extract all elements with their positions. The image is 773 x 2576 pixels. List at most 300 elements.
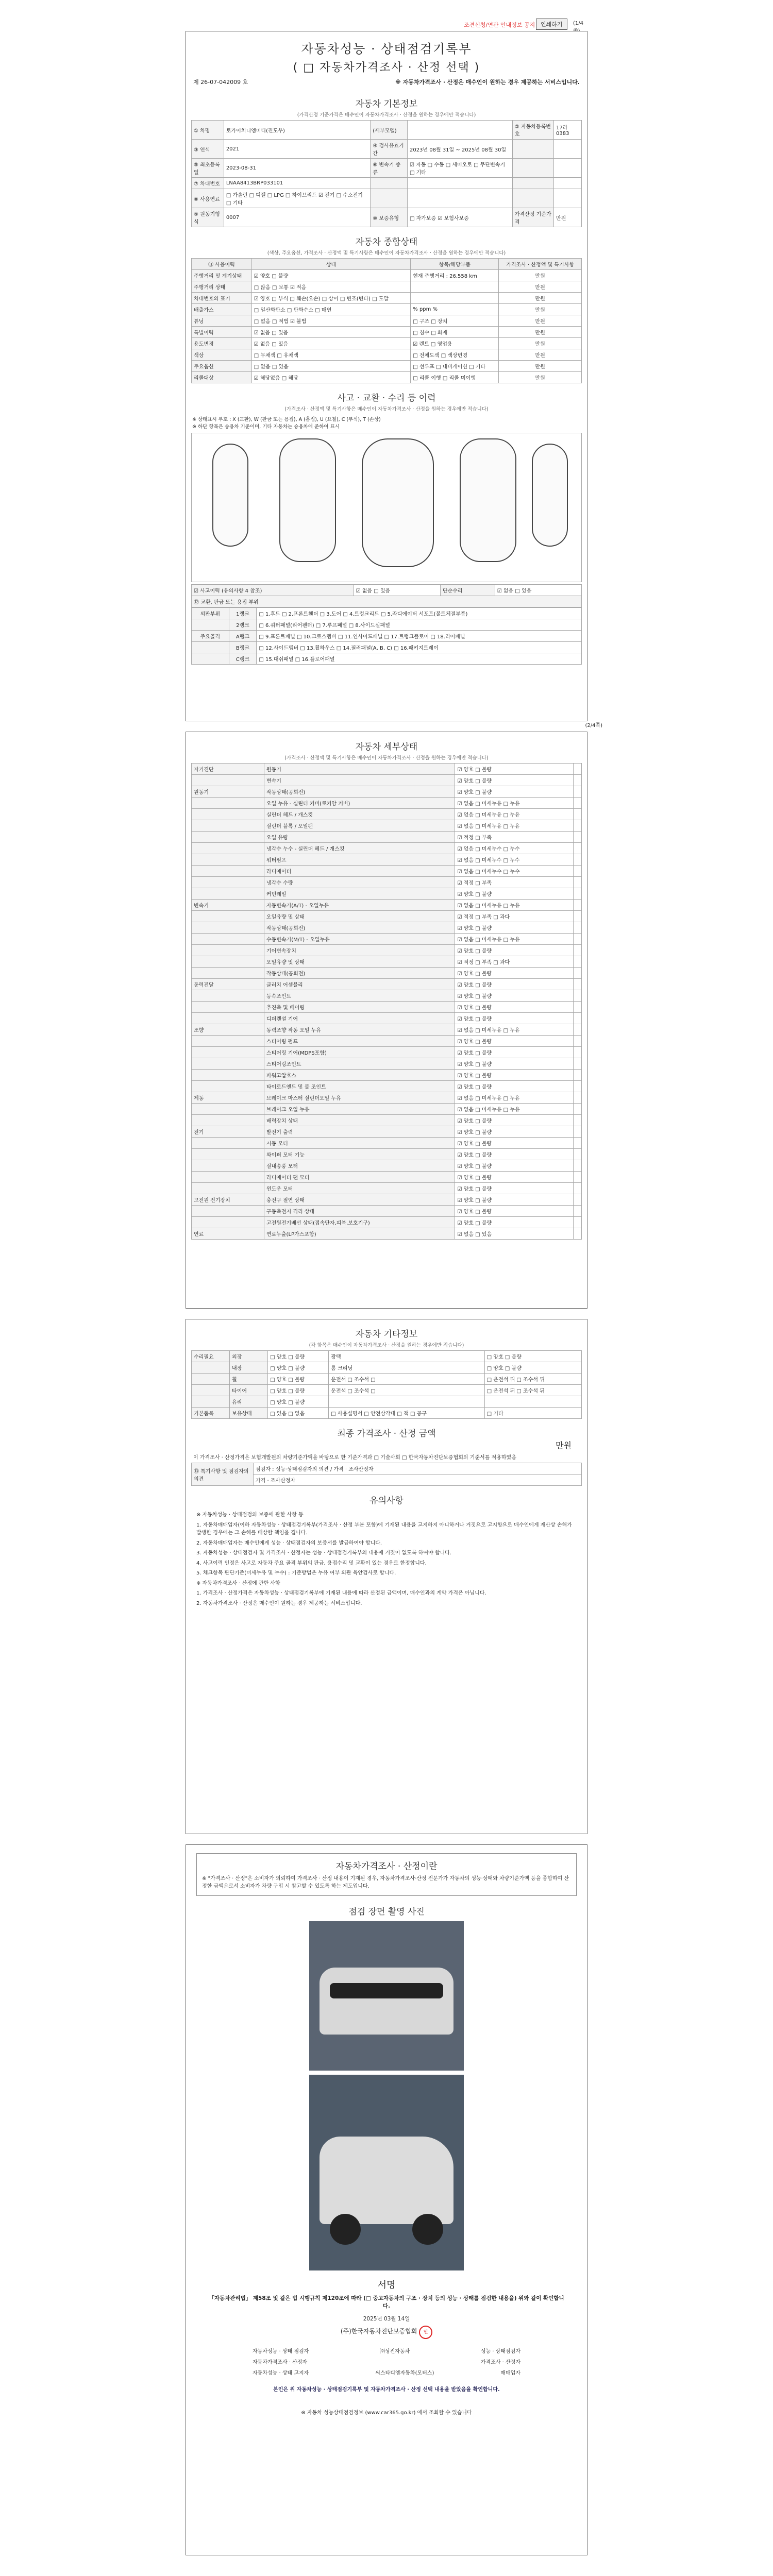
basic-cell: ⑧ 사용연료 <box>192 189 224 208</box>
detail-price-cell <box>574 1206 582 1217</box>
detail-cell: ☑ 양호 □ 불량 <box>455 1013 574 1024</box>
caution-item: 3. 자동차성능 · 상태점검자 및 가격조사 · 산정자는 성능 · 상태점검기록부의 내용에 거짓이 없도록 하여야 합니다. <box>196 1550 451 1556</box>
status-row <box>192 338 582 349</box>
basic-title: 자동차 기본정보 <box>355 99 418 109</box>
detail-cell: 원동기 <box>192 786 264 798</box>
basic-cell: 2023-08-31 <box>224 159 370 178</box>
sign-law: 「자동차관리법」 제58조 및 같은 법 시행규칙 제120조에 따라 (□ 중고자동차의 구조 · 장치 등의 성능 · 상태를 점검한 내용을) 위와 같이 확인합니다. <box>209 2295 564 2309</box>
other-cell: 보유상태 <box>230 1408 268 1419</box>
detail-row <box>192 1172 582 1183</box>
status-cell: 주요옵션 <box>192 361 252 372</box>
detail-cell: 브레이크 마스터 실린더오일 누유 <box>264 1092 455 1104</box>
status-cell: 만원 <box>499 315 582 327</box>
other-cell: 운전석 □ 조수석 □ <box>329 1374 484 1385</box>
status-cell <box>411 293 499 304</box>
detail-row <box>192 922 582 934</box>
status-header-row <box>192 259 582 270</box>
detail-cell: 작동상태(공회전) <box>264 786 455 798</box>
detail-row <box>192 956 582 968</box>
status-cell: □ 일산화탄소 □ 탄화수소 □ 매연 <box>251 304 411 315</box>
doc-no: 26-07-042009 <box>200 79 241 86</box>
detail-cell: ☑ 양호 □ 불량 <box>455 775 574 786</box>
final-amount: 만원 <box>556 1440 572 1450</box>
sign-footer-1: 본인은 위 자동차성능 · 상태점검기록부 및 자동차가격조사 · 산정 선택 내용을 받았음을 확인합니다. <box>273 2387 500 2393</box>
accident-legend-cell: 단순수리 <box>440 585 495 596</box>
basic-cell: ⑩ 보증유형 <box>371 208 408 227</box>
detail-cell: 충전구 절연 상태 <box>264 1194 455 1206</box>
basic-cell: 가격산정 기준가격 <box>512 208 553 227</box>
caution-item: 4. 사고이력 인정은 사고로 자동차 주요 골격 부위의 판금, 용접수리 및 교환이 있는 경우로 한정합니다. <box>196 1560 427 1566</box>
other-cell: 광택 <box>329 1351 484 1362</box>
other-table <box>191 1350 582 1419</box>
detail-cell <box>192 866 264 877</box>
other-cell: □ 양호 □ 불량 <box>484 1362 581 1374</box>
sign-role-label: 자동차성능 · 상태 고지자 <box>253 2370 309 2376</box>
detail-price-cell <box>574 866 582 877</box>
detail-cell: 작동상태(공회전) <box>264 968 455 979</box>
other-title: 자동차 기타정보 <box>355 1329 418 1340</box>
detail-row <box>192 1228 582 1240</box>
basic-cell <box>512 159 553 178</box>
basic-cell: ⑥ 변속기 종류 <box>371 159 408 178</box>
basic-cell: 0007 <box>224 208 370 227</box>
rank-cell <box>192 642 229 653</box>
opinion-label: ⑬ 특기사항 및 점검자의 의견 <box>192 1463 254 1486</box>
detail-cell: 구동축전지 격리 상태 <box>264 1206 455 1217</box>
detail-price-cell <box>574 775 582 786</box>
other-cell: 기본품목 <box>192 1408 230 1419</box>
status-cell: 차대번호의 표기 <box>192 293 252 304</box>
detail-cell: 작동상태(공회전) <box>264 922 455 934</box>
inspection-photo-side <box>309 2075 464 2270</box>
status-cell: ☑ 없음 □ 있음 <box>251 338 411 349</box>
detail-row <box>192 866 582 877</box>
rank-row <box>192 631 582 642</box>
status-row <box>192 315 582 327</box>
status-row <box>192 304 582 315</box>
detail-cell <box>192 1206 264 1217</box>
detail-price-cell <box>574 832 582 843</box>
status-title: 자동차 종합상태 <box>355 237 418 247</box>
detail-row <box>192 1047 582 1058</box>
detail-price-cell <box>574 1047 582 1058</box>
detail-cell: 와이퍼 모터 기능 <box>264 1149 455 1160</box>
red-seal-stamp: 인 <box>419 2326 432 2339</box>
detail-row <box>192 775 582 786</box>
accident-note-2: ※ 하단 항목은 승용차 기준이며, 기타 자동차는 승용차에 준하여 표시 <box>192 424 340 430</box>
car-bottom-view <box>460 438 516 562</box>
detail-cell: 전기 <box>192 1126 264 1138</box>
detail-cell: 수동변속기(M/T) - 오일누유 <box>264 934 455 945</box>
page-2-number: (2/4쪽) <box>585 723 602 728</box>
status-cell: ☑ 렌트 □ 영업용 <box>411 338 499 349</box>
status-cell: 만원 <box>499 372 582 383</box>
status-row <box>192 349 582 361</box>
basic-cell: ⑤ 최초등록일 <box>192 159 224 178</box>
caution-item: ※ 자동차성능 · 상태점검의 보증에 관한 사항 등 <box>196 1512 304 1518</box>
status-cell: 색상 <box>192 349 252 361</box>
caution-item: 2. 자동차매매업자는 매수인에게 성능 · 상태점검자의 보증서를 발급하여야 합니다. <box>196 1540 382 1546</box>
basic-sub: (가격산정 기준가격은 매수인이 자동차가격조사 · 산정을 원하는 경우에만 적습니다) <box>297 112 476 118</box>
status-cell: 만원 <box>499 338 582 349</box>
other-cell <box>192 1362 230 1374</box>
car-left-side <box>212 444 248 547</box>
detail-row <box>192 900 582 911</box>
other-cell: 유리 <box>230 1396 268 1408</box>
status-cell: 만원 <box>499 361 582 372</box>
doc-title: 자동차성능 · 상태점검기록부 <box>301 42 472 56</box>
detail-cell: ☑ 양호 □ 불량 <box>455 1126 574 1138</box>
detail-cell: 원동기 <box>264 764 455 775</box>
detail-cell: 변속기 <box>192 900 264 911</box>
detail-row <box>192 1104 582 1115</box>
detail-row <box>192 968 582 979</box>
detail-cell <box>192 911 264 922</box>
detail-row <box>192 798 582 809</box>
detail-price-cell <box>574 1228 582 1240</box>
status-cell: □ 선루프 □ 내비게이션 □ 기타 <box>411 361 499 372</box>
status-header-cell: 상태 <box>251 259 411 270</box>
page-3 <box>186 1319 587 1834</box>
status-cell: 만원 <box>499 349 582 361</box>
detail-row <box>192 990 582 1002</box>
detail-row <box>192 854 582 866</box>
caution-list <box>186 1506 587 1615</box>
detail-cell <box>192 1172 264 1183</box>
other-row <box>192 1374 582 1385</box>
detail-cell: 디퍼렌셜 기어 <box>264 1013 455 1024</box>
detail-row <box>192 820 582 832</box>
other-cell <box>484 1396 581 1408</box>
detail-cell <box>192 1217 264 1228</box>
detail-price-cell <box>574 900 582 911</box>
accident-legend-cell: ☑ 없음 □ 있음 <box>495 585 581 596</box>
status-cell: 만원 <box>499 270 582 281</box>
detail-price-cell <box>574 979 582 990</box>
detail-price-cell <box>574 934 582 945</box>
basic-cell: 2023년 08월 31일 ~ 2025년 08월 30일 <box>407 140 512 159</box>
detail-price-cell <box>574 1036 582 1047</box>
detail-cell: ☑ 양호 □ 불량 <box>455 1194 574 1206</box>
detail-cell <box>192 1047 264 1058</box>
basic-row <box>192 208 582 227</box>
detail-sub: (가격조사 · 산정액 및 특기사항은 매수인이 자동차가격조사 · 산정을 원하는 경우에만 적습니다) <box>284 755 489 761</box>
detail-price-cell <box>574 1024 582 1036</box>
other-cell: 타이어 <box>230 1385 268 1396</box>
detail-title: 자동차 세부상태 <box>355 742 418 752</box>
other-cell: □ 양호 □ 불량 <box>268 1351 329 1362</box>
detail-price-cell <box>574 888 582 900</box>
detail-cell: ☑ 없음 □ 미세누유 □ 누유 <box>455 809 574 820</box>
basic-table <box>191 120 582 227</box>
detail-cell: ☑ 없음 □ 미세누유 □ 누유 <box>455 900 574 911</box>
sign-role-label: 자동차가격조사 · 산정자 <box>253 2360 308 2365</box>
detail-cell: ☑ 적정 □ 부족 □ 과다 <box>455 956 574 968</box>
rank-cell: □ 15.대쉬패널 □ 16.플로어패널 <box>257 653 582 665</box>
car-right-side <box>532 444 568 547</box>
detail-row <box>192 1070 582 1081</box>
other-row <box>192 1362 582 1374</box>
detail-cell: ☑ 양호 □ 불량 <box>455 968 574 979</box>
other-cell: □ 기타 <box>484 1408 581 1419</box>
detail-cell: ☑ 양호 □ 불량 <box>455 1138 574 1149</box>
status-cell: ☑ 양호 □ 불량 <box>251 270 411 281</box>
detail-row <box>192 888 582 900</box>
other-cell: 운전석 □ 조수석 □ <box>329 1385 484 1396</box>
detail-cell: ☑ 양호 □ 불량 <box>455 1206 574 1217</box>
detail-cell: 자기진단 <box>192 764 264 775</box>
detail-cell: 연료 <box>192 1228 264 1240</box>
basic-row <box>192 189 582 208</box>
detail-price-cell <box>574 843 582 854</box>
detail-cell <box>192 990 264 1002</box>
detail-cell <box>192 854 264 866</box>
basic-row <box>192 178 582 189</box>
other-row <box>192 1396 582 1408</box>
detail-cell: 조향 <box>192 1024 264 1036</box>
detail-row <box>192 1002 582 1013</box>
other-cell: □ 양호 □ 불량 <box>268 1374 329 1385</box>
rank-cell: C랭크 <box>229 653 257 665</box>
accident-sub: (가격조사 · 산정액 및 특기사항은 매수인이 자동차가격조사 · 산정을 원하는 경우에만 적습니다) <box>284 406 489 412</box>
detail-price-cell <box>574 764 582 775</box>
detail-price-cell <box>574 1058 582 1070</box>
detail-cell <box>192 1183 264 1194</box>
detail-cell: ☑ 양호 □ 불량 <box>455 1149 574 1160</box>
detail-cell <box>192 956 264 968</box>
basic-cell: ⑦ 차대번호 <box>192 178 224 189</box>
status-cell: □ 무채색 □ 유채색 <box>251 349 411 361</box>
sign-footer-2: ※ 자동차 성능상태점검정보 (www.car365.go.kr) 에서 조회할 수 있습니다 <box>301 2410 472 2416</box>
other-row <box>192 1385 582 1396</box>
sign-title: 서명 <box>377 2280 396 2291</box>
detail-cell: ☑ 양호 □ 불량 <box>455 1058 574 1070</box>
detail-price-cell <box>574 798 582 809</box>
detail-price-cell <box>574 945 582 956</box>
final-title: 최종 가격조사 · 산정 금액 <box>337 1429 436 1439</box>
detail-cell: 오일 누유 - 실린더 커버(로커암 커버) <box>264 798 455 809</box>
notice-link[interactable]: 조견신청/연관 안내정보 공지 <box>464 22 535 28</box>
detail-cell <box>192 1002 264 1013</box>
detail-cell: ☑ 양호 □ 불량 <box>455 945 574 956</box>
detail-cell: 오일유량 및 상태 <box>264 956 455 968</box>
detail-cell: 시동 모터 <box>264 1138 455 1149</box>
caution-title: 유의사항 <box>369 1496 404 1506</box>
status-cell: % ppm % <box>411 304 499 315</box>
doc-number-row <box>186 75 587 89</box>
detail-cell: 배력장치 상태 <box>264 1115 455 1126</box>
status-cell: 만원 <box>499 304 582 315</box>
detail-cell: ☑ 없음 □ 미세누수 □ 누수 <box>455 866 574 877</box>
status-cell: □ 없음 □ 있음 <box>251 361 411 372</box>
basic-cell: ④ 검사유효기간 <box>371 140 408 159</box>
car-top-view <box>279 438 336 562</box>
detail-cell: 오일 유량 <box>264 832 455 843</box>
opinion-text: 점검자 : 성능·상태점검자의 의견 / 가격 · 조사산정자 <box>254 1463 582 1475</box>
detail-cell <box>192 1036 264 1047</box>
rank-cell: 2랭크 <box>229 619 257 631</box>
detail-price-cell <box>574 990 582 1002</box>
detail-cell: 냉각수 수량 <box>264 877 455 888</box>
doc-title-box <box>268 39 505 75</box>
other-cell: 수리필요 <box>192 1351 230 1362</box>
detail-cell: 클러치 어셈블리 <box>264 979 455 990</box>
basic-cell: (세부모델) <box>371 121 408 140</box>
rank-cell: □ 1.후드 □ 2.프론트휀더 □ 3.도어 □ 4.트렁크리드 □ 5.라디에이터 서포트(볼트체결부품) <box>257 608 582 619</box>
detail-row <box>192 979 582 990</box>
status-row <box>192 361 582 372</box>
detail-cell <box>192 1160 264 1172</box>
status-cell: ☑ 없음 □ 있음 <box>251 327 411 338</box>
status-cell: 배출가스 <box>192 304 252 315</box>
detail-price-cell <box>574 1002 582 1013</box>
detail-cell <box>192 888 264 900</box>
detail-price-cell <box>574 968 582 979</box>
detail-price-cell <box>574 809 582 820</box>
other-cell: 외장 <box>230 1351 268 1362</box>
detail-cell <box>192 945 264 956</box>
detail-row <box>192 843 582 854</box>
detail-cell: 스티어링조인트 <box>264 1058 455 1070</box>
car-diagram <box>191 433 582 582</box>
consent-box <box>196 1853 577 1896</box>
detail-cell: ☑ 없음 □ 미세누수 □ 누수 <box>455 843 574 854</box>
status-cell: 주행거리 및 계기상태 <box>192 270 252 281</box>
basic-cell: ③ 연식 <box>192 140 224 159</box>
detail-cell: 브레이크 오일 누유 <box>264 1104 455 1115</box>
detail-price-cell <box>574 854 582 866</box>
status-row <box>192 270 582 281</box>
detail-cell: 발전기 출력 <box>264 1126 455 1138</box>
detail-price-cell <box>574 1070 582 1081</box>
rank-cell: A랭크 <box>229 631 257 642</box>
caution-item: 1. 자동차매매업자(이하 자동차성능 · 상태점검기록부(가격조사 · 산정 부분 포함)에 기재된 내용을 고지하지 아니하거나 거짓으로 고지함으로 매수인에게 재산상 손해가 발생한 경우에는 그 손해를 배상할 책임을 집니다. <box>196 1522 572 1536</box>
detail-row <box>192 1206 582 1217</box>
detail-row <box>192 764 582 775</box>
detail-row <box>192 1115 582 1126</box>
status-cell: 만원 <box>499 281 582 293</box>
detail-cell: ☑ 없음 □ 미세누유 □ 누유 <box>455 1024 574 1036</box>
detail-cell: ☑ 양호 □ 불량 <box>455 1070 574 1081</box>
detail-cell: ☑ 양호 □ 불량 <box>455 1183 574 1194</box>
basic-cell: □ 가솔린 □ 디젤 □ LPG □ 하이브리드 ☑ 전기 □ 수소전기 □ 기타 <box>224 189 370 208</box>
detail-cell <box>192 1115 264 1126</box>
status-row <box>192 372 582 383</box>
other-cell: □ 양호 □ 불량 <box>484 1351 581 1362</box>
detail-row <box>192 1092 582 1104</box>
caution-item: 1. 가격조사 · 산정가격은 자동차성능 · 상태점검기록부에 기재된 내용에 따라 산정된 금액이며, 매수인과의 계약 가격은 아닙니다. <box>196 1590 486 1596</box>
rank-cell <box>192 653 229 665</box>
detail-row <box>192 1160 582 1172</box>
basic-row <box>192 140 582 159</box>
status-sub: (색상, 주요옵션, 가격조사 · 산정액 및 특기사항은 매수인이 자동차가격조사 · 산정을 원하는 경우에만 적습니다) <box>267 250 506 256</box>
rank-cell <box>192 619 229 631</box>
detail-price-cell <box>574 877 582 888</box>
detail-row <box>192 1126 582 1138</box>
detail-cell: ☑ 양호 □ 불량 <box>455 990 574 1002</box>
basic-cell: 만원 <box>554 208 582 227</box>
caution-item: ※ 자동차가격조사 · 산정에 관한 사항 <box>196 1580 280 1586</box>
detail-cell: ☑ 양호 □ 불량 <box>455 1160 574 1172</box>
other-cell <box>192 1396 230 1408</box>
detail-cell: 추진축 및 베어링 <box>264 1002 455 1013</box>
status-row <box>192 281 582 293</box>
sign-place: (주)한국자동차진단보증협회 <box>340 2328 417 2335</box>
consent-title: 자동차가격조사 · 산정이란 <box>335 1861 438 1872</box>
rank-cell: 주요골격 <box>192 631 229 642</box>
detail-cell: 라디에이터 <box>264 866 455 877</box>
detail-cell <box>192 1013 264 1024</box>
detail-cell: ☑ 없음 □ 미세누수 □ 누수 <box>455 854 574 866</box>
detail-cell: ☑ 없음 □ 미세누유 □ 누유 <box>455 798 574 809</box>
detail-cell: 실내송풍 모터 <box>264 1160 455 1172</box>
detail-cell: 고전원 전기장치 <box>192 1194 264 1206</box>
status-cell: ☑ 해당없음 □ 해당 <box>251 372 411 383</box>
doc-subtitle: ( □ 자동차가격조사 · 산정 선택 ) <box>293 61 480 74</box>
opinion-table <box>191 1463 582 1486</box>
basic-cell: 2021 <box>224 140 370 159</box>
basic-cell <box>554 189 582 208</box>
detail-cell <box>192 1070 264 1081</box>
detail-price-cell <box>574 1126 582 1138</box>
basic-cell <box>407 189 512 208</box>
detail-row <box>192 1013 582 1024</box>
detail-cell: 워터펌프 <box>264 854 455 866</box>
sign-role-row <box>253 2356 520 2367</box>
detail-cell <box>192 922 264 934</box>
detail-cell: ☑ 양호 □ 불량 <box>455 1047 574 1058</box>
detail-price-cell <box>574 911 582 922</box>
detail-cell: ☑ 양호 □ 불량 <box>455 979 574 990</box>
detail-row <box>192 1183 582 1194</box>
basic-cell <box>512 140 553 159</box>
basic-row <box>192 159 582 178</box>
basic-cell <box>554 178 582 189</box>
detail-price-cell <box>574 1183 582 1194</box>
detail-cell: 타이로드엔드 및 볼 조인트 <box>264 1081 455 1092</box>
status-cell: 용도변경 <box>192 338 252 349</box>
detail-price-cell <box>574 1092 582 1104</box>
detail-cell: 오일유량 및 상태 <box>264 911 455 922</box>
detail-price-cell <box>574 1149 582 1160</box>
status-row <box>192 327 582 338</box>
detail-cell: 스티어링 펌프 <box>264 1036 455 1047</box>
other-cell: □ 양호 □ 불량 <box>268 1396 329 1408</box>
status-header-cell: ⑪ 사용이력 <box>192 259 252 270</box>
detail-cell: ☑ 없음 □ 미세누유 □ 누유 <box>455 820 574 832</box>
status-cell: 리콜대상 <box>192 372 252 383</box>
detail-cell: ☑ 양호 □ 불량 <box>455 1036 574 1047</box>
detail-price-cell <box>574 1013 582 1024</box>
detail-cell: ☑ 없음 □ 있음 <box>455 1228 574 1240</box>
print-button[interactable]: 인쇄하기 <box>536 19 567 30</box>
detail-cell: ☑ 없음 □ 미세누유 □ 누유 <box>455 1104 574 1115</box>
detail-cell <box>192 968 264 979</box>
other-cell <box>329 1396 484 1408</box>
detail-cell: 라디에이터 팬 모터 <box>264 1172 455 1183</box>
detail-row <box>192 809 582 820</box>
rank-cell: B랭크 <box>229 642 257 653</box>
status-cell: 특별이력 <box>192 327 252 338</box>
detail-price-cell <box>574 922 582 934</box>
opinion-field-2: 가격 · 조사산정자 <box>254 1475 582 1486</box>
detail-row <box>192 832 582 843</box>
detail-cell <box>192 1138 264 1149</box>
photos-title: 점검 장면 촬영 사진 <box>348 1907 425 1917</box>
detail-table <box>191 763 582 1240</box>
other-cell: □ 양호 □ 불량 <box>268 1385 329 1396</box>
doc-notice: ※ 자동차가격조사 · 산정은 매수인이 원하는 경우 제공하는 서비스입니다. <box>395 79 580 86</box>
